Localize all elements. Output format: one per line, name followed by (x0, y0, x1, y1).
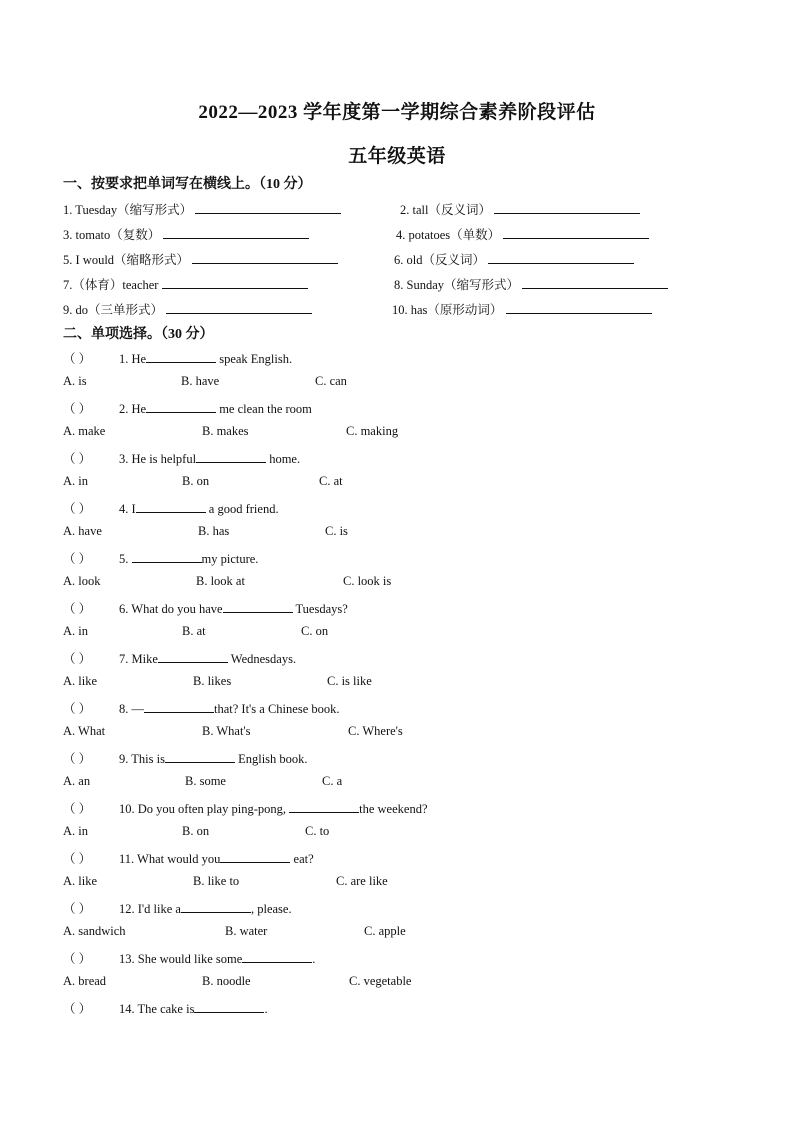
question-row (63, 699, 340, 717)
option-c[interactable]: C. look is (343, 574, 392, 588)
option-b[interactable]: B. makes (202, 424, 249, 438)
answer-blank[interactable] (488, 250, 634, 264)
section-2-heading: 二、单项选择。（30 分） (63, 327, 214, 342)
question-text: me clean the room (216, 402, 312, 416)
question-row (63, 349, 292, 367)
option-c[interactable]: C. a (322, 774, 343, 788)
question-text: eat? (290, 852, 314, 866)
vocab-prompt: 10. has（原形动词） (392, 303, 503, 317)
options-row (63, 574, 663, 592)
answer-paren[interactable]: （ ） (63, 402, 92, 416)
options-row (63, 774, 663, 792)
vocab-item-left (63, 275, 308, 293)
question-text: my picture. (201, 552, 259, 566)
vocab-item-right (396, 225, 649, 243)
option-a[interactable]: A. What (63, 724, 106, 738)
answer-blank[interactable] (146, 349, 216, 363)
answer-blank[interactable] (146, 399, 216, 413)
question-text: 9. This is (119, 752, 165, 766)
option-b[interactable]: B. What's (202, 724, 251, 738)
answer-paren[interactable]: （ ） (63, 752, 92, 766)
option-a[interactable]: A. is (63, 374, 87, 388)
option-a[interactable]: A. like (63, 674, 98, 688)
question-row (63, 799, 428, 817)
answer-blank[interactable] (494, 200, 640, 214)
answer-paren[interactable]: （ ） (63, 352, 92, 366)
option-c[interactable]: C. is (325, 524, 348, 538)
question-text: a good friend. (205, 502, 279, 516)
option-c[interactable]: C. making (346, 424, 399, 438)
option-a[interactable]: A. like (63, 874, 98, 888)
option-a[interactable]: A. make (63, 424, 106, 438)
option-a[interactable]: A. in (63, 474, 88, 488)
question-text: 1. He (119, 352, 147, 366)
question-text: English book. (234, 752, 308, 766)
answer-blank[interactable] (144, 699, 214, 713)
answer-blank[interactable] (220, 849, 290, 863)
answer-blank[interactable] (223, 599, 293, 613)
answer-blank[interactable] (192, 250, 338, 264)
vocab-row (63, 275, 743, 295)
options-row (63, 724, 663, 742)
options-row (63, 374, 663, 392)
vocab-row (63, 300, 743, 320)
vocab-item-right (400, 200, 640, 218)
options-row (63, 624, 663, 642)
option-b[interactable]: B. likes (193, 674, 232, 688)
vocab-prompt: 5. I would（缩略形式） (63, 253, 190, 267)
answer-blank[interactable] (242, 949, 312, 963)
question-row (63, 949, 315, 967)
vocab-prompt: 3. tomato（复数） (63, 228, 161, 242)
option-c[interactable]: C. vegetable (349, 974, 412, 988)
answer-blank[interactable] (162, 275, 308, 289)
vocab-item-right (392, 300, 652, 318)
answer-blank[interactable] (163, 225, 309, 239)
option-b[interactable]: B. water (225, 924, 268, 938)
options-row (63, 874, 663, 892)
question-text: the weekend? (359, 802, 428, 816)
vocab-item-left (63, 225, 309, 243)
question-text: home. (266, 452, 301, 466)
answer-paren[interactable]: （ ） (63, 602, 92, 616)
section-1-heading: 一、按要求把单词写在横线上。（10 分） (63, 177, 312, 192)
vocab-prompt: 9. do（三单形式） (63, 303, 164, 317)
answer-blank[interactable] (181, 899, 251, 913)
question-text: Wednesdays. (227, 652, 297, 666)
vocab-item-left (63, 250, 338, 268)
question-text: 10. Do you often play ping-pong, (119, 802, 290, 816)
option-b[interactable]: B. noodle (202, 974, 251, 988)
answer-blank[interactable] (158, 649, 228, 663)
options-row (63, 674, 663, 692)
option-c[interactable]: C. at (319, 474, 343, 488)
option-c[interactable]: C. is like (327, 674, 372, 688)
question-row (63, 599, 348, 617)
question-text: 6. What do you have (119, 602, 223, 616)
option-b[interactable]: B. on (182, 474, 210, 488)
question-text: speak English. (216, 352, 293, 366)
vocab-prompt: 2. tall（反义词） (400, 203, 491, 217)
options-row (63, 424, 663, 442)
answer-blank[interactable] (166, 300, 312, 314)
option-a[interactable]: A. look (63, 574, 101, 588)
vocab-row (63, 200, 743, 220)
question-row (63, 499, 279, 517)
option-a[interactable]: A. in (63, 824, 88, 838)
options-row (63, 974, 663, 992)
options-row (63, 474, 663, 492)
option-b[interactable]: B. has (198, 524, 230, 538)
answer-blank[interactable] (165, 749, 235, 763)
answer-blank[interactable] (196, 449, 266, 463)
option-b[interactable]: B. some (185, 774, 226, 788)
answer-blank[interactable] (503, 225, 649, 239)
question-row (63, 899, 292, 917)
answer-paren[interactable]: （ ） (63, 652, 92, 666)
vocab-item-right (394, 250, 634, 268)
option-c[interactable]: C. Where's (348, 724, 403, 738)
answer-paren[interactable]: （ ） (63, 852, 92, 866)
vocab-prompt: 8. Sunday（缩写形式） (394, 278, 520, 292)
answer-blank[interactable] (289, 799, 359, 813)
question-text: 2. He (119, 402, 147, 416)
question-text: 3. He is helpful (119, 452, 197, 466)
answer-paren[interactable]: （ ） (63, 502, 92, 516)
question-text: 13. She would like some (119, 952, 243, 966)
option-b[interactable]: B. look at (196, 574, 245, 588)
answer-blank[interactable] (136, 499, 206, 513)
question-text: 14. The cake is (119, 1002, 195, 1016)
question-row (63, 999, 268, 1017)
vocab-prompt: 7.（体育）teacher (63, 278, 159, 292)
option-a[interactable]: A. sandwich (63, 924, 126, 938)
vocab-item-left (63, 300, 312, 318)
vocab-item-right (394, 275, 668, 293)
vocab-prompt: 6. old（反义词） (394, 253, 485, 267)
question-row (63, 849, 314, 867)
answer-blank[interactable] (195, 200, 341, 214)
question-row (63, 649, 296, 667)
options-row (63, 524, 663, 542)
question-text: 7. Mike (119, 652, 158, 666)
answer-blank[interactable] (194, 999, 264, 1013)
question-text: 11. What would you (119, 852, 221, 866)
options-row (63, 824, 663, 842)
answer-paren[interactable]: （ ） (63, 1002, 92, 1016)
page-subtitle: 五年级英语 (348, 146, 446, 167)
option-a[interactable]: A. an (63, 774, 91, 788)
option-a[interactable]: A. in (63, 624, 88, 638)
option-c[interactable]: C. apple (364, 924, 406, 938)
option-c[interactable]: C. on (301, 624, 329, 638)
answer-paren[interactable]: （ ） (63, 552, 92, 566)
answer-blank[interactable] (132, 549, 202, 563)
question-row (63, 449, 300, 467)
option-a[interactable]: A. have (63, 524, 102, 538)
question-row (63, 749, 308, 767)
page-title: 2022—2023 学年度第一学期综合素养阶段评估 (198, 102, 596, 123)
option-b[interactable]: B. have (181, 374, 220, 388)
option-b[interactable]: B. like to (193, 874, 240, 888)
option-c[interactable]: C. to (305, 824, 330, 838)
answer-paren[interactable]: （ ） (63, 702, 92, 716)
option-c[interactable]: C. are like (336, 874, 388, 888)
question-row (63, 549, 258, 567)
answer-blank[interactable] (522, 275, 668, 289)
question-text: 5. (119, 552, 132, 566)
vocab-prompt: 4. potatoes（单数） (396, 228, 501, 242)
question-text: that? It's a Chinese book. (214, 702, 340, 716)
option-a[interactable]: A. bread (63, 974, 107, 988)
question-text: 12. I'd like a (119, 902, 181, 916)
question-row (63, 399, 312, 417)
vocab-prompt: 1. Tuesday（缩写形式） (63, 203, 193, 217)
option-b[interactable]: B. at (182, 624, 206, 638)
answer-paren[interactable]: （ ） (63, 952, 92, 966)
question-text: . (312, 952, 316, 966)
answer-blank[interactable] (506, 300, 652, 314)
question-text: . (264, 1002, 268, 1016)
answer-paren[interactable]: （ ） (63, 802, 92, 816)
answer-paren[interactable]: （ ） (63, 452, 92, 466)
vocab-row (63, 225, 743, 245)
vocab-row (63, 250, 743, 270)
answer-paren[interactable]: （ ） (63, 902, 92, 916)
options-row (63, 924, 663, 942)
option-b[interactable]: B. on (182, 824, 210, 838)
vocab-item-left (63, 200, 341, 218)
question-text: Tuesdays? (292, 602, 348, 616)
option-c[interactable]: C. can (315, 374, 347, 388)
question-text: , please. (250, 902, 292, 916)
question-text: 8. — (119, 702, 144, 716)
question-text: 4. I (119, 502, 136, 516)
